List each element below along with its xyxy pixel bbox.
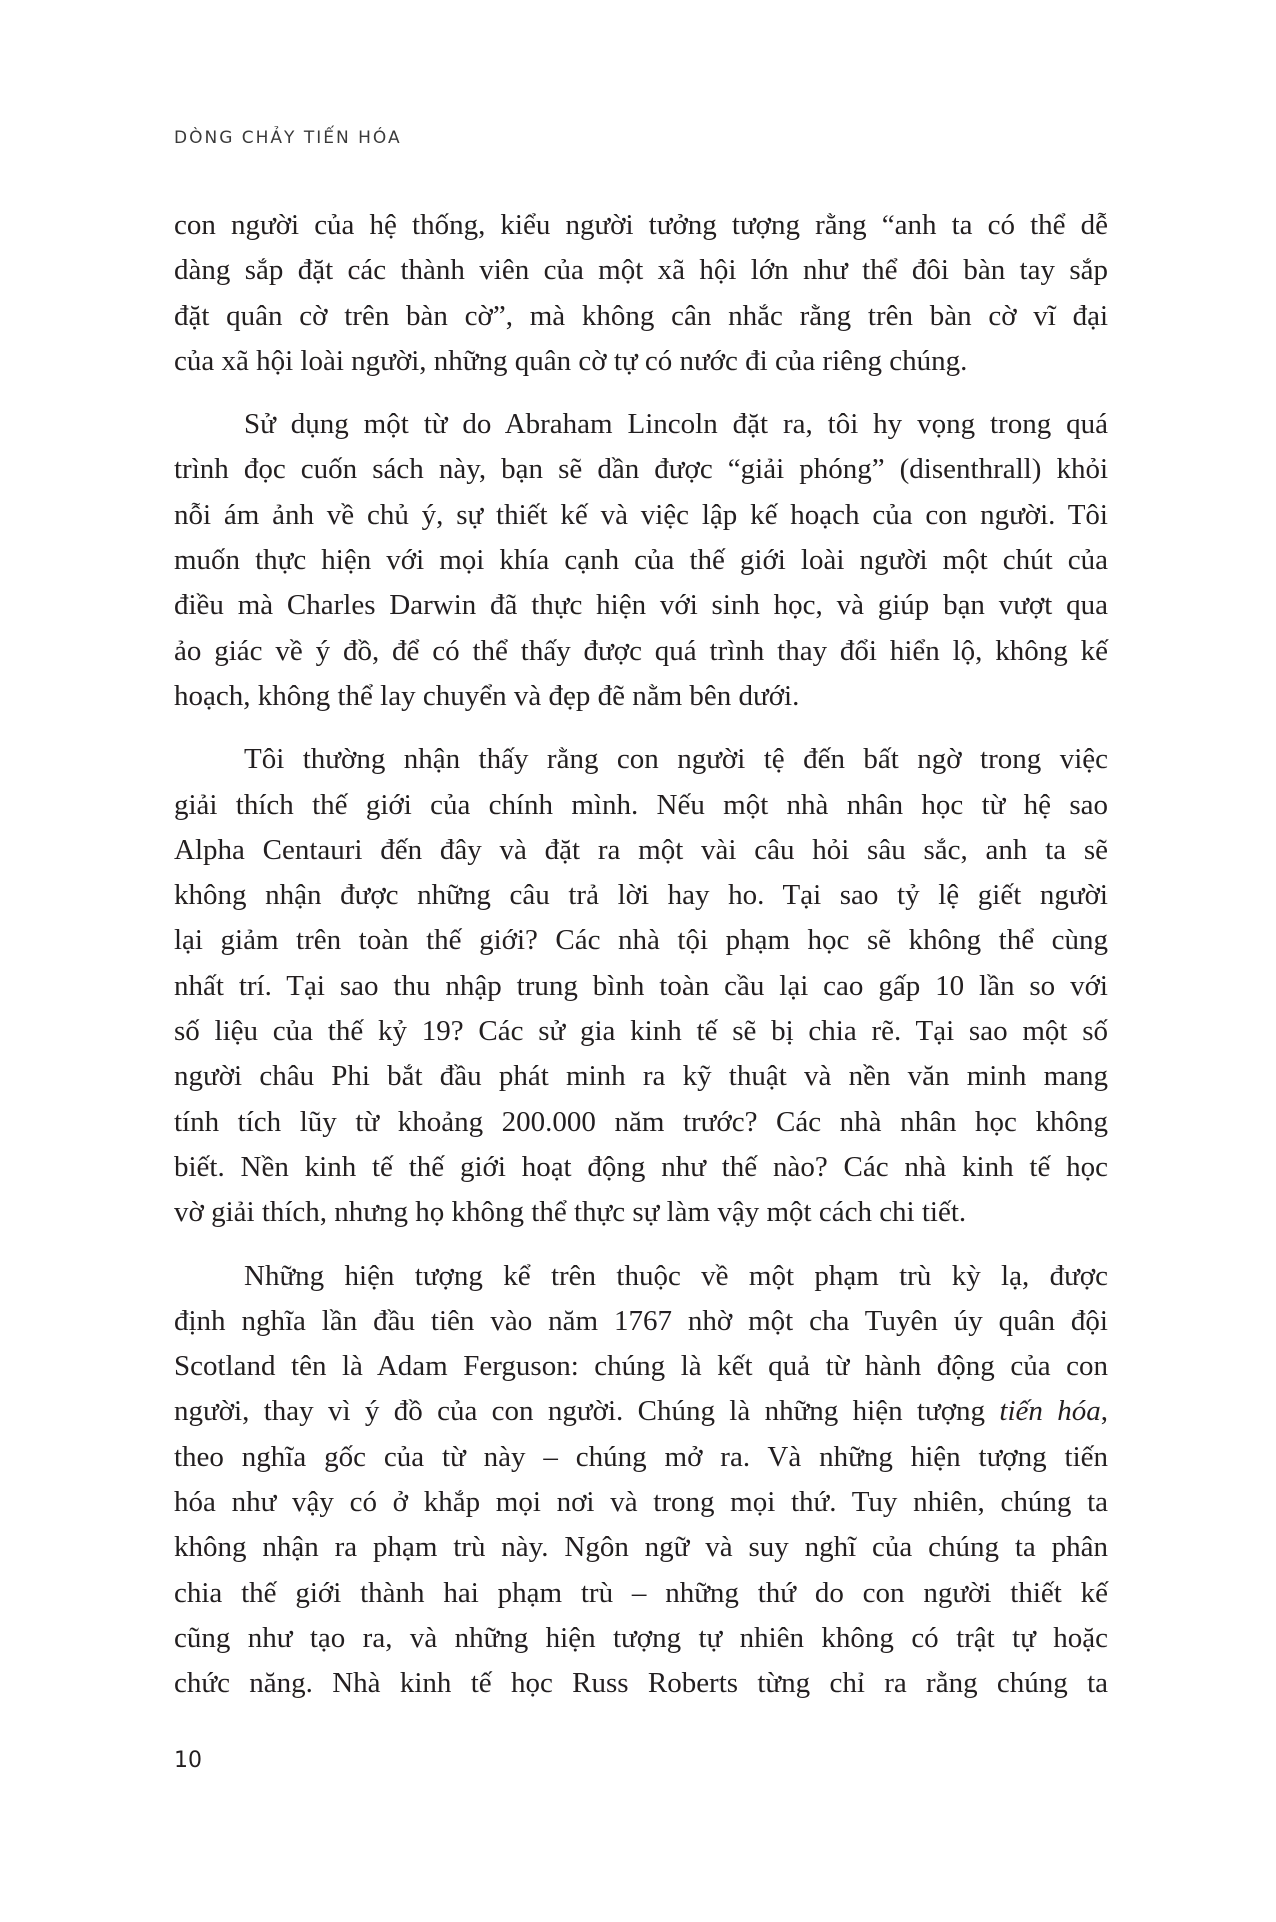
text-line (174, 1480, 1108, 1525)
text-segment: hoạch, không thể lay chuyển và đẹp đẽ nằm bên dưới. (174, 679, 800, 712)
text-line (174, 737, 1108, 782)
text-line (174, 1661, 1108, 1706)
text-segment: muốn thực hiện với mọi khía cạnh của thế giới loài người một chút của (174, 544, 1108, 577)
text-segment: Scotland tên là Adam Ferguson: chúng là kết quả từ hành động của con (174, 1350, 1108, 1383)
text-line (174, 1100, 1108, 1145)
text-line (174, 1525, 1108, 1570)
text-line (174, 447, 1108, 492)
text-segment: chức năng. Nhà kinh tế học Russ Roberts từng chỉ ra rằng chúng ta (174, 1667, 1108, 1700)
text-segment: , (1100, 1395, 1108, 1428)
text-line (174, 493, 1108, 538)
text-line (174, 1616, 1108, 1661)
text-segment: nỗi ám ảnh về chủ ý, sự thiết kế và việc lập kế hoạch của con người. Tôi (174, 498, 1108, 531)
text-segment: hóa như vậy có ở khắp mọi nơi và trong mọi thứ. Tuy nhiên, chúng ta (174, 1486, 1108, 1519)
body-text (174, 203, 1108, 1725)
text-line (174, 294, 1108, 339)
paragraph (174, 1254, 1108, 1707)
text-line (174, 1009, 1108, 1054)
text-line (174, 783, 1108, 828)
text-segment: giải thích thế giới của chính mình. Nếu một nhà nhân học từ hệ sao (174, 788, 1108, 821)
text-segment: chia thế giới thành hai phạm trù – những thứ do con người thiết kế (174, 1576, 1108, 1609)
text-segment: con người của hệ thống, kiểu người tưởng tượng rằng “anh ta có thể dễ (174, 209, 1108, 241)
text-line (174, 583, 1108, 628)
text-segment: vờ giải thích, nhưng họ không thể thực sự làm vậy một cách chi tiết. (174, 1196, 967, 1229)
text-segment: người, thay vì ý đồ của con người. Chúng là những hiện tượng (174, 1395, 1000, 1428)
paragraph (174, 402, 1108, 719)
text-line (174, 203, 1108, 248)
text-segment: dàng sắp đặt các thành viên của một xã hội lớn như thể đôi bàn tay sắp (174, 254, 1108, 287)
text-segment: trình đọc cuốn sách này, bạn sẽ dần được “giải phóng” (disenthrall) khỏi (174, 453, 1108, 486)
text-segment: cũng như tạo ra, và những hiện tượng tự nhiên không có trật tự hoặc (174, 1621, 1108, 1654)
text-line (174, 1344, 1108, 1389)
paragraph (174, 203, 1108, 384)
text-line (174, 1389, 1108, 1434)
text-line (174, 828, 1108, 873)
text-segment: lại giảm trên toàn thế giới? Các nhà tội phạm học sẽ không thể cùng (174, 924, 1108, 957)
paragraph (174, 737, 1108, 1235)
text-segment: ảo giác về ý đồ, để có thể thấy được quá trình thay đổi hiển lộ, không kế (174, 634, 1108, 667)
text-segment: định nghĩa lần đầu tiên vào năm 1767 nhờ một cha Tuyên úy quân đội (174, 1304, 1108, 1337)
text-segment: của xã hội loài người, những quân cờ tự có nước đi của riêng chúng. (174, 344, 968, 377)
text-segment: không nhận ra phạm trù này. Ngôn ngữ và suy nghĩ của chúng ta phân (174, 1531, 1108, 1564)
text-line (174, 1190, 1108, 1235)
text-segment: biết. Nền kinh tế thế giới hoạt động như thế nào? Các nhà kinh tế học (174, 1150, 1108, 1183)
text-line (174, 1145, 1108, 1190)
text-line (174, 538, 1108, 583)
text-line (174, 674, 1108, 719)
text-segment: điều mà Charles Darwin đã thực hiện với sinh học, và giúp bạn vượt qua (174, 589, 1108, 622)
text-line (174, 1435, 1108, 1480)
italic-term: tiến hóa (999, 1395, 1101, 1428)
running-header-title: DÒNG CHẢY TIẾN HÓA (174, 128, 402, 148)
text-line (174, 918, 1108, 963)
text-segment: người châu Phi bắt đầu phát minh ra kỹ thuật và nền văn minh mang (174, 1060, 1108, 1093)
text-line (174, 1299, 1108, 1344)
text-segment: không nhận được những câu trả lời hay ho. Tại sao tỷ lệ giết người (174, 879, 1108, 912)
text-segment: Sử dụng một từ do Abraham Lincoln đặt ra, tôi hy vọng trong quá (244, 408, 1108, 441)
text-segment: nhất trí. Tại sao thu nhập trung bình toàn cầu lại cao gấp 10 lần so với (174, 969, 1108, 1002)
text-line (174, 248, 1108, 293)
text-line (174, 1054, 1108, 1099)
text-line (174, 873, 1108, 918)
text-segment: Những hiện tượng kể trên thuộc về một phạm trù kỳ lạ, được (244, 1259, 1108, 1292)
text-line (174, 1571, 1108, 1616)
text-line (174, 339, 1108, 384)
text-segment: tính tích lũy từ khoảng 200.000 năm trước? Các nhà nhân học không (174, 1105, 1108, 1138)
text-segment: theo nghĩa gốc của từ này – chúng mở ra. Và những hiện tượng tiến (174, 1440, 1108, 1473)
text-line (174, 402, 1108, 447)
text-segment: số liệu của thế kỷ 19? Các sử gia kinh tế sẽ bị chia rẽ. Tại sao một số (174, 1015, 1108, 1048)
page-number: 10 (174, 1748, 202, 1773)
text-line (174, 964, 1108, 1009)
text-line (174, 1254, 1108, 1299)
text-line (174, 629, 1108, 674)
text-segment: Alpha Centauri đến đây và đặt ra một vài câu hỏi sâu sắc, anh ta sẽ (174, 833, 1108, 866)
text-segment: đặt quân cờ trên bàn cờ”, mà không cân nhắc rằng trên bàn cờ vĩ đại (174, 299, 1108, 332)
text-segment: Tôi thường nhận thấy rằng con người tệ đến bất ngờ trong việc (244, 743, 1108, 776)
